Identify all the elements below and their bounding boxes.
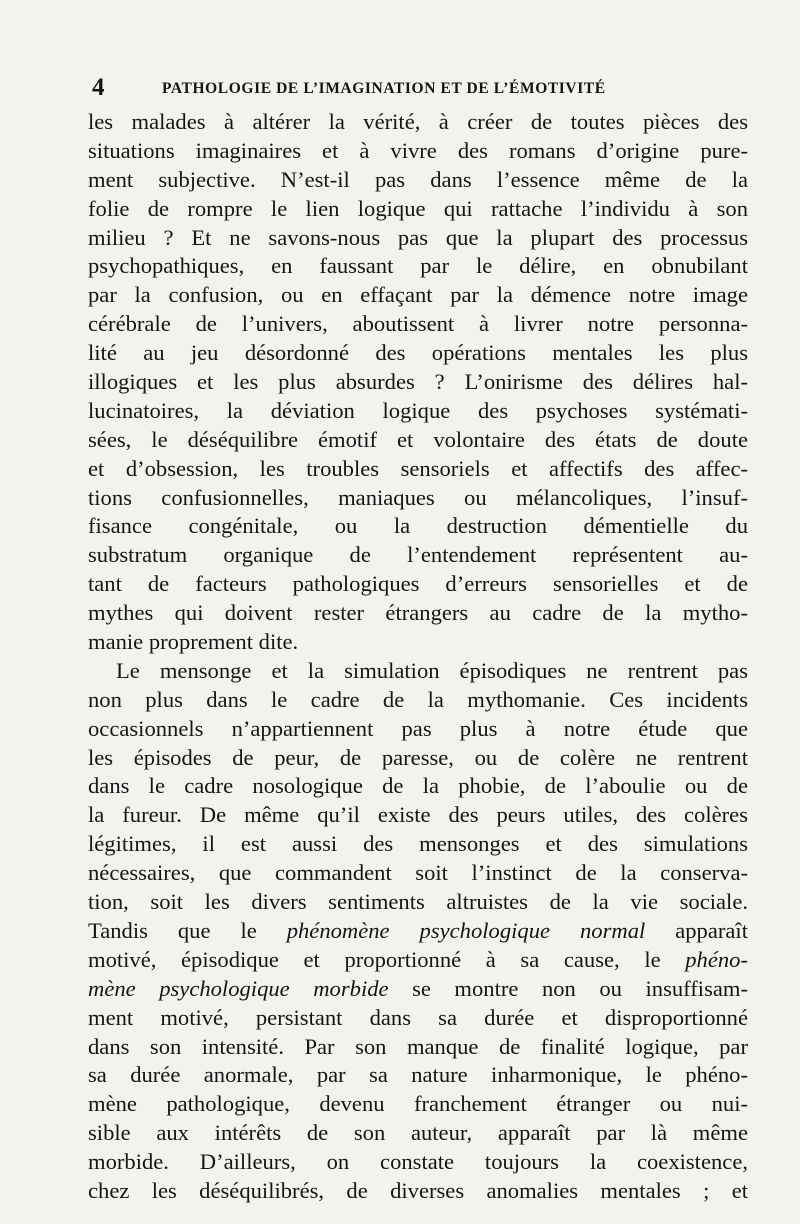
text-line: [88, 570, 748, 599]
text-line: [88, 281, 748, 310]
italic-text: mène psychologique morbide: [88, 975, 389, 1001]
text-segment: la fureur. De même qu’il existe des peurs utiles, des colères: [88, 802, 748, 828]
text-line: [88, 426, 748, 455]
text-segment: tions confusionnelles, maniaques ou mélancoliques, l’insuf-: [88, 484, 748, 510]
text-segment: dans son intensité. Par son manque de finalité logique, par: [88, 1033, 748, 1059]
text-segment: psychopathiques, en faussant par le délire, en obnubilant: [88, 253, 748, 279]
text-segment: ment subjective. N’est-il pas dans l’essence même de la: [88, 166, 748, 192]
text-line: [88, 1177, 748, 1206]
text-line: [88, 1090, 748, 1119]
text-segment: mythes qui doivent rester étrangers au cadre de la mytho-: [88, 600, 748, 626]
text-segment: dans le cadre nosologique de la phobie, de l’aboulie ou de: [88, 773, 748, 799]
text-segment: occasionnels n’appartiennent pas plus à notre étude que: [88, 715, 748, 741]
text-line: [88, 975, 748, 1004]
text-line: [88, 541, 748, 570]
text-line: [88, 1148, 748, 1177]
text-line: [88, 715, 748, 744]
text-segment: mène pathologique, devenu franchement étranger ou nui-: [88, 1091, 748, 1117]
text-segment: par la confusion, ou en effaçant par la démence notre image: [88, 282, 748, 308]
text-line: [88, 917, 748, 946]
text-segment: se montre non ou insuffisam-: [388, 975, 748, 1001]
text-segment: motivé, épisodique et proportionné à sa cause, le: [88, 946, 686, 972]
text-line: [88, 1119, 748, 1148]
text-line: [88, 657, 748, 686]
text-segment: illogiques et les plus absurdes ? L’onirisme des délires hal-: [88, 369, 748, 395]
text-segment: légitimes, il est aussi des mensonges et des simulations: [88, 831, 748, 857]
text-line: [88, 772, 748, 801]
text-line: [88, 224, 748, 253]
text-segment: situations imaginaires et à vivre des romans d’origine pure-: [88, 137, 748, 163]
text-segment: et d’obsession, les troubles sensoriels et affectifs des affec-: [88, 455, 748, 481]
text-segment: substratum organique de l’entendement représentent au-: [88, 542, 748, 568]
text-line: [88, 801, 748, 830]
text-line: [88, 166, 748, 195]
text-line: [88, 310, 748, 339]
text-line: [88, 946, 748, 975]
text-segment: morbide. D’ailleurs, on constate toujours la coexistence,: [88, 1149, 748, 1175]
page-number: 4: [92, 74, 105, 101]
text-line: [88, 137, 748, 166]
text-segment: sées, le déséquilibre émotif et volontaire des états de doute: [88, 426, 748, 452]
text-line: [88, 339, 748, 368]
text-line: [88, 1004, 748, 1033]
running-title: PATHOLOGIE DE L’IMAGINATION ET DE L’ÉMOTIVITÉ: [162, 80, 606, 97]
text-line: [88, 888, 748, 917]
paragraph: [88, 657, 748, 1206]
text-line: [88, 628, 748, 657]
text-line: [88, 744, 748, 773]
text-segment: les malades à altérer la vérité, à créer de toutes pièces des: [88, 109, 748, 134]
running-header: [92, 74, 692, 104]
text-line: [88, 195, 748, 224]
text-segment: lucinatoires, la déviation logique des psychoses systémati-: [88, 397, 748, 423]
text-segment: ment motivé, persistant dans sa durée et disproportionné: [88, 1004, 748, 1030]
text-line: [88, 830, 748, 859]
text-segment: Le mensonge et la simulation épisodiques ne rentrent pas: [116, 657, 748, 683]
text-segment: cérébrale de l’univers, aboutissent à livrer notre personna-: [88, 311, 748, 337]
text-line: [88, 484, 748, 513]
text-line: [88, 1033, 748, 1062]
text-line: [88, 859, 748, 888]
text-segment: Tandis que le: [88, 917, 287, 943]
text-segment: nécessaires, que commandent soit l’instinct de la conserva-: [88, 860, 748, 886]
text-segment: lité au jeu désordonné des opérations mentales les plus: [88, 340, 748, 366]
text-segment: les épisodes de peur, de paresse, ou de colère ne rentrent: [88, 744, 748, 770]
text-segment: tant de facteurs pathologiques d’erreurs sensorielles et de: [88, 571, 748, 597]
text-segment: apparaît: [645, 917, 748, 943]
text-line: [88, 455, 748, 484]
text-line: [88, 397, 748, 426]
text-segment: manie proprement dite.: [88, 629, 299, 655]
text-line: [88, 686, 748, 715]
text-segment: chez les déséquilibrés, de diverses anomalies mentales ; et: [88, 1177, 748, 1203]
text-segment: tion, soit les divers sentiments altruistes de la vie sociale.: [88, 889, 748, 915]
text-segment: folie de rompre le lien logique qui rattache l’individu à son: [88, 195, 748, 221]
text-line: [88, 1061, 748, 1090]
text-segment: sible aux intérêts de son auteur, apparaît par là même: [88, 1120, 748, 1146]
text-segment: non plus dans le cadre de la mythomanie. Ces incidents: [88, 686, 748, 712]
text-line: [88, 368, 748, 397]
text-line: [88, 252, 748, 281]
body-text: [88, 108, 748, 1206]
paragraph: [88, 108, 748, 657]
italic-text: phéno-: [685, 946, 748, 972]
text-segment: sa durée anormale, par sa nature inharmonique, le phéno-: [88, 1062, 748, 1088]
text-line: [88, 108, 748, 137]
text-line: [88, 512, 748, 541]
text-segment: milieu ? Et ne savons-nous pas que la plupart des processus: [88, 224, 748, 250]
text-line: [88, 599, 748, 628]
italic-text: phénomène psychologique normal: [286, 917, 646, 943]
text-segment: fisance congénitale, ou la destruction démentielle du: [88, 513, 748, 539]
